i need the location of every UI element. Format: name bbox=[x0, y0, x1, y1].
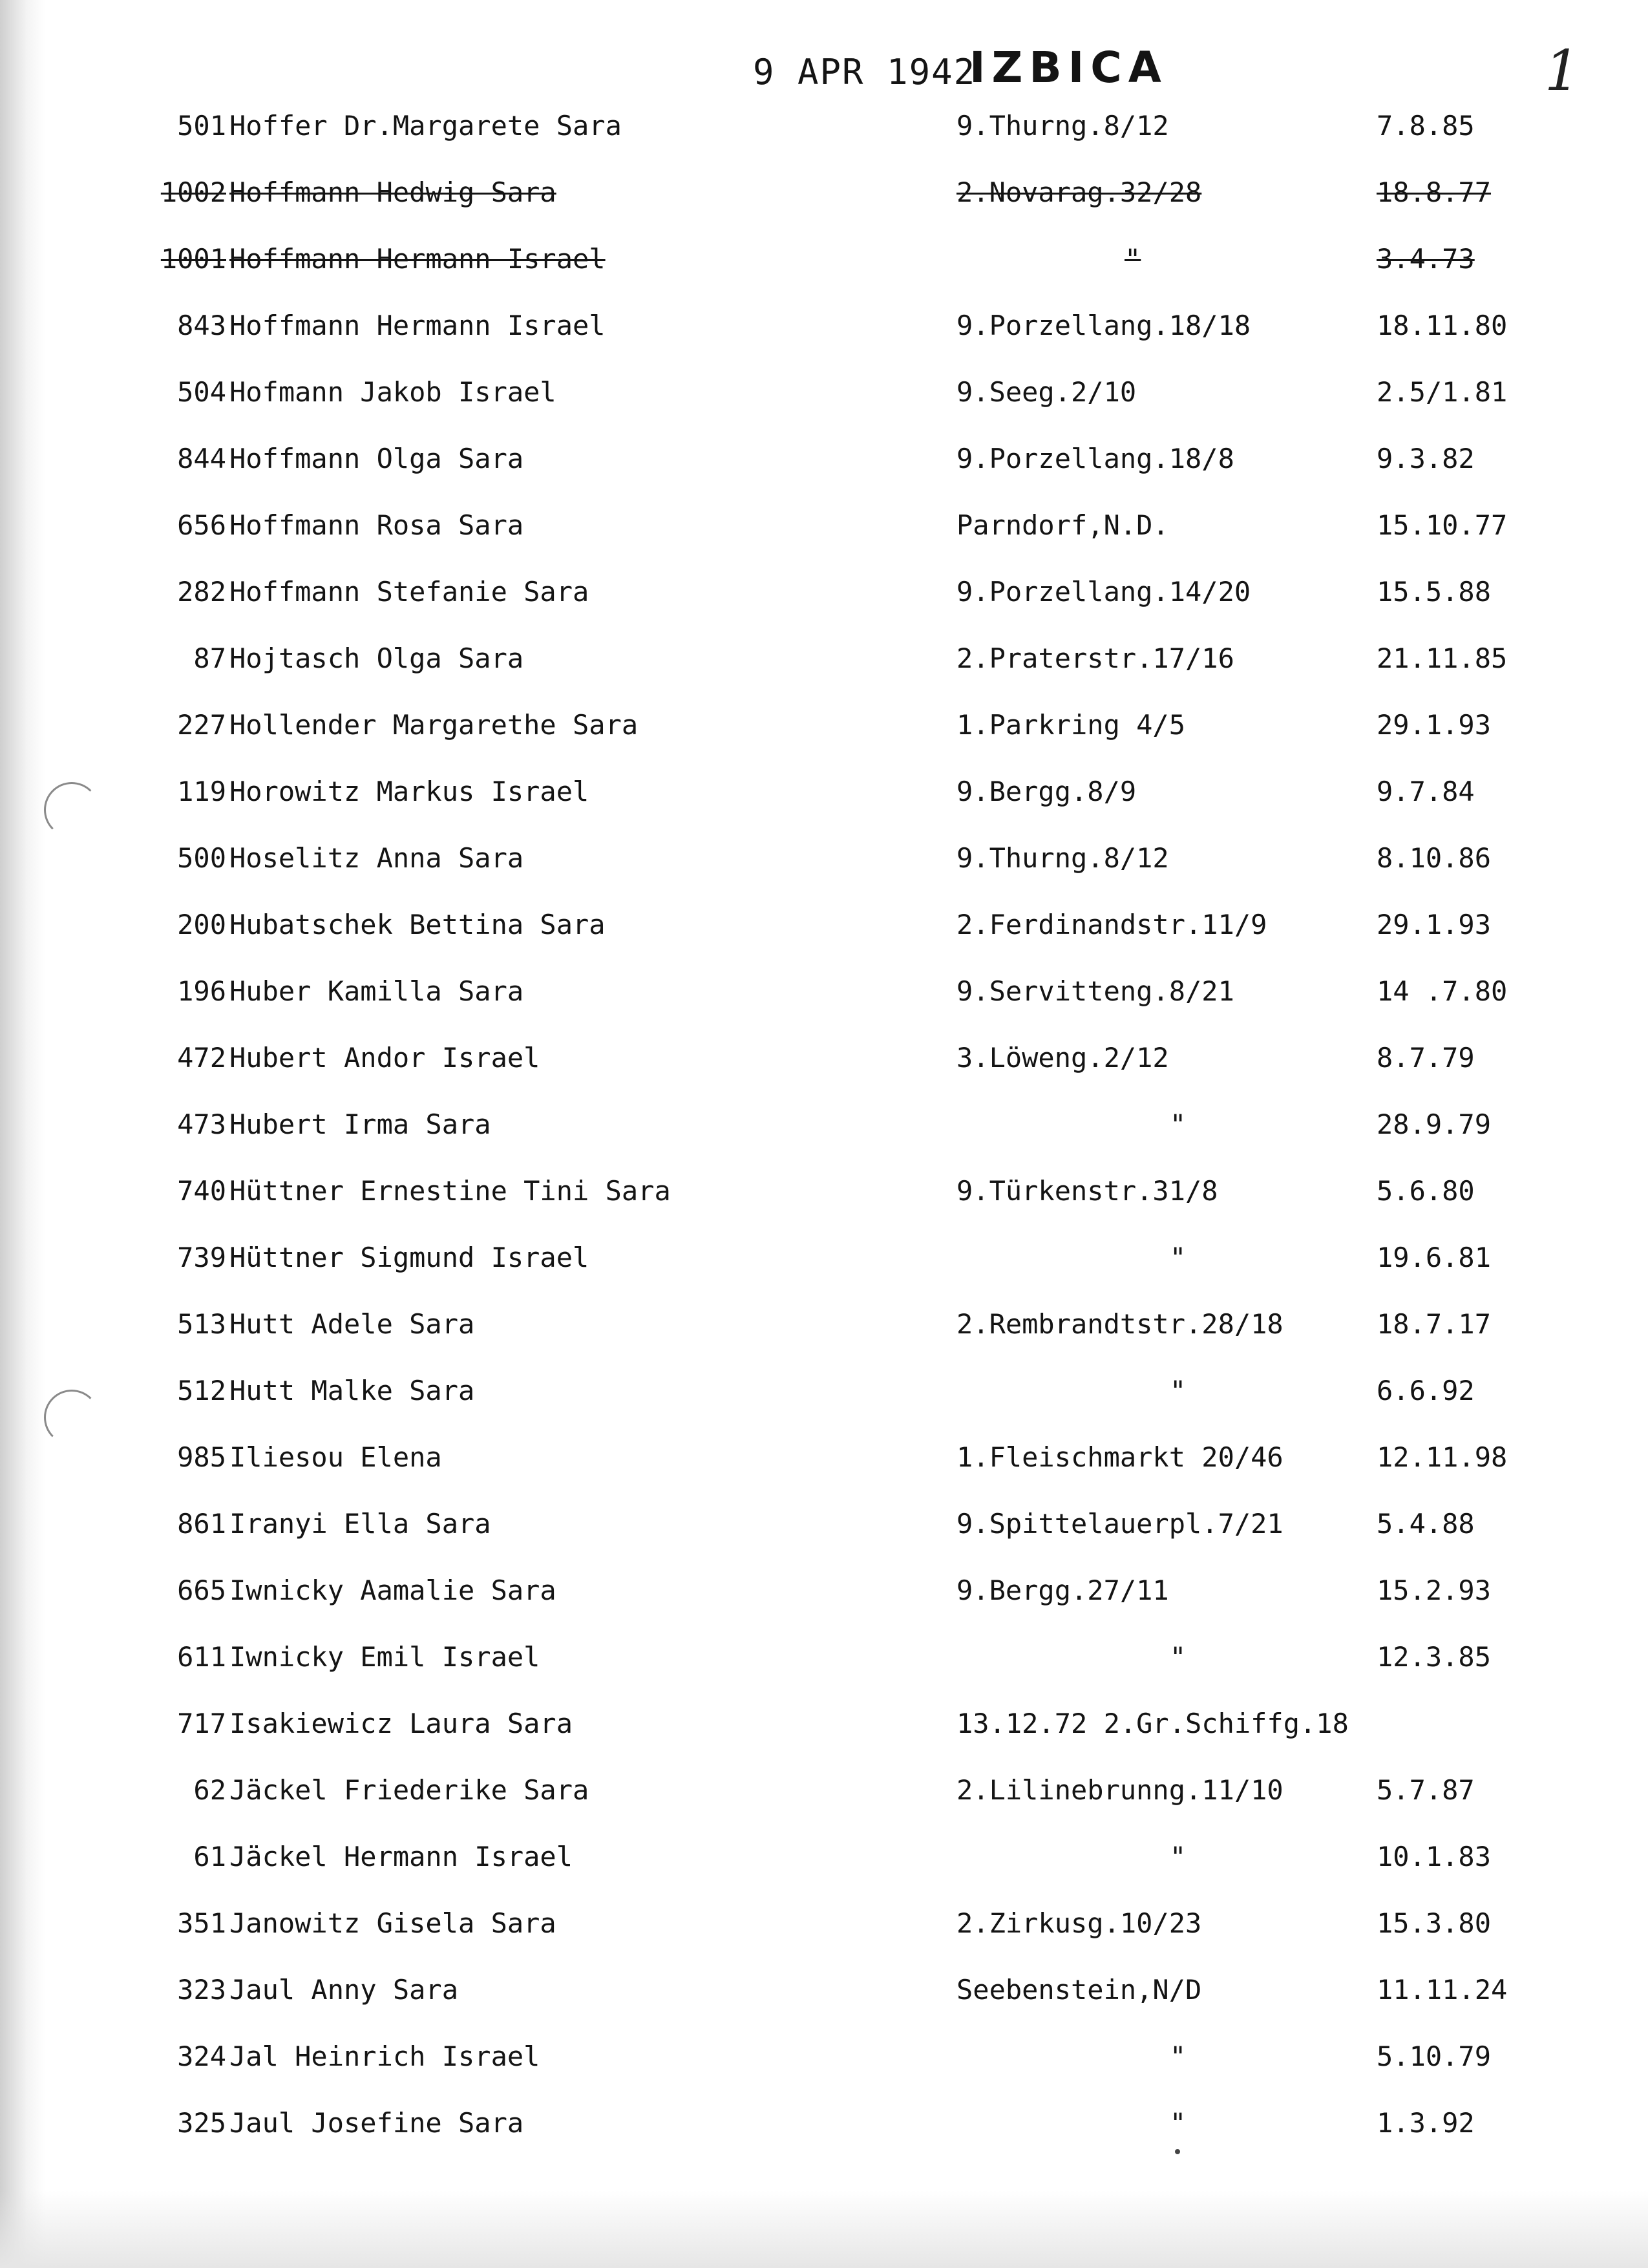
entry-number: 323 bbox=[177, 1974, 226, 2006]
entry-name: Hoselitz Anna Sara bbox=[229, 842, 524, 874]
entry-name: Iwnicky Aamalie Sara bbox=[229, 1574, 556, 1606]
entry-name: Hoffmann Hermann Israel bbox=[229, 310, 606, 341]
list-row bbox=[0, 1023, 1648, 1087]
entry-name: Jal Heinrich Israel bbox=[229, 2040, 540, 2072]
entry-number: 739 bbox=[177, 1242, 226, 1273]
entry-name: Isakiewicz Laura Sara bbox=[229, 1708, 573, 1739]
entry-name: Huber Kamilla Sara bbox=[229, 975, 524, 1007]
entry-name: Hubert Irma Sara bbox=[229, 1108, 491, 1140]
entry-address: 1.Fleischmarkt 20/46 bbox=[956, 1441, 1284, 1473]
entry-birthdate: 29.1.93 bbox=[1377, 709, 1492, 741]
entry-number: 351 bbox=[177, 1907, 226, 1939]
entry-address-ditto: " bbox=[1170, 1641, 1187, 1673]
ink-dot-mark bbox=[1175, 2149, 1180, 2154]
list-row bbox=[0, 756, 1648, 821]
entry-birthdate: 19.6.81 bbox=[1377, 1242, 1492, 1273]
entry-birthdate: 6.6.92 bbox=[1377, 1375, 1475, 1406]
list-row bbox=[0, 1156, 1648, 1220]
list-row bbox=[0, 556, 1648, 621]
entry-birthdate: 11.11.24 bbox=[1377, 1974, 1508, 2006]
entry-address-ditto: " bbox=[1170, 1242, 1187, 1273]
entry-number: 740 bbox=[177, 1175, 226, 1207]
entry-number: 861 bbox=[177, 1508, 226, 1540]
entry-number: 501 bbox=[177, 110, 226, 142]
entry-address: 9.Türkenstr.31/8 bbox=[956, 1175, 1218, 1207]
entry-address: 9.Bergg.27/11 bbox=[956, 1574, 1169, 1606]
entry-name: Hutt Malke Sara bbox=[229, 1375, 475, 1406]
list-row bbox=[0, 2088, 1648, 2152]
list-row bbox=[0, 1688, 1648, 1753]
entry-number: 1001 bbox=[160, 243, 226, 275]
entry-address: 9.Spittelauerpl.7/21 bbox=[956, 1508, 1284, 1540]
entry-address: 9.Servitteng.8/21 bbox=[956, 975, 1234, 1007]
entry-name: Hubert Andor Israel bbox=[229, 1042, 540, 1074]
entry-number: 843 bbox=[177, 310, 226, 341]
entry-birthdate: 15.5.88 bbox=[1377, 576, 1492, 608]
entry-birthdate: 14 .7.80 bbox=[1377, 975, 1508, 1007]
list-row bbox=[0, 1755, 1648, 1819]
list-row bbox=[0, 490, 1648, 555]
entry-name: Hubatschek Bettina Sara bbox=[229, 909, 606, 940]
entry-address-ditto: " bbox=[1170, 1108, 1187, 1140]
entry-address: 9.Bergg.8/9 bbox=[956, 776, 1137, 807]
entry-name: Iwnicky Emil Israel bbox=[229, 1641, 540, 1673]
list-row bbox=[0, 90, 1648, 155]
list-row bbox=[0, 1422, 1648, 1487]
entry-name: Iranyi Ella Sara bbox=[229, 1508, 491, 1540]
entry-name: Jäckel Friederike Sara bbox=[229, 1774, 589, 1806]
list-row bbox=[0, 423, 1648, 488]
list-row bbox=[0, 290, 1648, 355]
entry-number: 62 bbox=[193, 1774, 226, 1806]
entry-name: Jaul Anny Sara bbox=[229, 1974, 459, 2006]
entry-address: 2.Zirkusg.10/23 bbox=[956, 1907, 1202, 1939]
entry-number: 200 bbox=[177, 909, 226, 940]
list-row bbox=[0, 690, 1648, 754]
entry-address-ditto: " bbox=[1170, 1841, 1187, 1872]
date-stamp: 9 APR 1942 bbox=[753, 52, 977, 92]
entry-address: 13.12.72 2.Gr.Schiffg.18 bbox=[956, 1708, 1349, 1739]
entry-birthdate: 3.4.73 bbox=[1377, 243, 1475, 275]
entry-name: Hüttner Ernestine Tini Sara bbox=[229, 1175, 671, 1207]
entry-name: Jäckel Hermann Israel bbox=[229, 1841, 573, 1872]
scan-bottom-shadow bbox=[0, 2190, 1648, 2268]
entry-name: Hollender Margarethe Sara bbox=[229, 709, 639, 741]
entry-number: 282 bbox=[177, 576, 226, 608]
entry-birthdate: 8.10.86 bbox=[1377, 842, 1492, 874]
entry-address: Seebenstein,N/D bbox=[956, 1974, 1202, 2006]
list-row bbox=[0, 623, 1648, 688]
entry-birthdate: 18.8.77 bbox=[1377, 176, 1492, 208]
entry-address-ditto: " bbox=[1170, 2107, 1187, 2139]
entry-name: Janowitz Gisela Sara bbox=[229, 1907, 556, 1939]
entry-name: Hoffmann Hedwig Sara bbox=[229, 176, 556, 208]
entry-name: Horowitz Markus Israel bbox=[229, 776, 589, 807]
entry-birthdate: 10.1.83 bbox=[1377, 1841, 1492, 1872]
entry-address: 9.Porzellang.18/8 bbox=[956, 443, 1234, 474]
entry-birthdate: 29.1.93 bbox=[1377, 909, 1492, 940]
entry-address: Parndorf,N.D. bbox=[956, 509, 1169, 541]
entry-address-ditto: " bbox=[1170, 1375, 1187, 1406]
entry-name: Hoffer Dr.Margarete Sara bbox=[229, 110, 622, 142]
entry-birthdate: 5.7.87 bbox=[1377, 1774, 1475, 1806]
list-row bbox=[0, 1289, 1648, 1353]
entry-birthdate: 5.6.80 bbox=[1377, 1175, 1475, 1207]
list-row bbox=[0, 1622, 1648, 1686]
entry-number: 512 bbox=[177, 1375, 226, 1406]
entry-address: 3.Löweng.2/12 bbox=[956, 1042, 1169, 1074]
entry-name: Jaul Josefine Sara bbox=[229, 2107, 524, 2139]
list-row bbox=[0, 1955, 1648, 2019]
entry-address: 2.Praterstr.17/16 bbox=[956, 642, 1234, 674]
entry-birthdate: 12.3.85 bbox=[1377, 1641, 1492, 1673]
entry-birthdate: 5.4.88 bbox=[1377, 1508, 1475, 1540]
entry-number: 473 bbox=[177, 1108, 226, 1140]
list-row bbox=[0, 2021, 1648, 2086]
entry-number: 513 bbox=[177, 1308, 226, 1340]
entry-number: 504 bbox=[177, 376, 226, 408]
entry-birthdate: 5.10.79 bbox=[1377, 2040, 1492, 2072]
entry-address-ditto: " bbox=[1170, 2040, 1187, 2072]
entry-number: 227 bbox=[177, 709, 226, 741]
entry-number: 1002 bbox=[160, 176, 226, 208]
entry-name: Hüttner Sigmund Israel bbox=[229, 1242, 589, 1273]
transport-destination: IZBICA bbox=[969, 43, 1168, 92]
entry-name: Iliesou Elena bbox=[229, 1441, 442, 1473]
page-number: 1 bbox=[1545, 39, 1580, 103]
entry-address: 9.Seeg.2/10 bbox=[956, 376, 1137, 408]
entry-number: 87 bbox=[193, 642, 226, 674]
entry-address: 9.Thurng.8/12 bbox=[956, 110, 1169, 142]
entry-address: 2.Lilinebrunng.11/10 bbox=[956, 1774, 1284, 1806]
entry-number: 665 bbox=[177, 1574, 226, 1606]
entry-address: 2.Rembrandtstr.28/18 bbox=[956, 1308, 1284, 1340]
entry-number: 61 bbox=[193, 1841, 226, 1872]
entry-address: 2.Ferdinandstr.11/9 bbox=[956, 909, 1267, 940]
list-row bbox=[0, 1888, 1648, 1953]
entry-address: 9.Thurng.8/12 bbox=[956, 842, 1169, 874]
list-row bbox=[0, 1089, 1648, 1154]
entry-number: 324 bbox=[177, 2040, 226, 2072]
entry-birthdate: 9.7.84 bbox=[1377, 776, 1475, 807]
entry-birthdate: 21.11.85 bbox=[1377, 642, 1508, 674]
list-row bbox=[0, 823, 1648, 887]
entry-birthdate: 7.8.85 bbox=[1377, 110, 1475, 142]
entry-number: 196 bbox=[177, 975, 226, 1007]
entry-address: 2.Novarag.32/28 bbox=[956, 176, 1202, 208]
entry-birthdate: 1.3.92 bbox=[1377, 2107, 1475, 2139]
entry-birthdate: 9.3.82 bbox=[1377, 443, 1475, 474]
entry-name: Hoffmann Hermann Israel bbox=[229, 243, 606, 275]
list-row-struck bbox=[0, 224, 1648, 288]
entry-birthdate: 28.9.79 bbox=[1377, 1108, 1492, 1140]
entry-name: Hoffmann Olga Sara bbox=[229, 443, 524, 474]
entry-birthdate: 2.5/1.81 bbox=[1377, 376, 1508, 408]
list-row bbox=[0, 956, 1648, 1021]
entry-name: Hofmann Jakob Israel bbox=[229, 376, 556, 408]
entry-address: 9.Porzellang.18/18 bbox=[956, 310, 1251, 341]
entry-birthdate: 8.7.79 bbox=[1377, 1042, 1475, 1074]
entry-number: 985 bbox=[177, 1441, 226, 1473]
entry-address: 9.Porzellang.14/20 bbox=[956, 576, 1251, 608]
entry-birthdate: 18.7.17 bbox=[1377, 1308, 1492, 1340]
entry-birthdate: 12.11.98 bbox=[1377, 1441, 1508, 1473]
list-row-struck bbox=[0, 157, 1648, 222]
entry-birthdate: 15.2.93 bbox=[1377, 1574, 1492, 1606]
entry-number: 717 bbox=[177, 1708, 226, 1739]
entry-address: 1.Parkring 4/5 bbox=[956, 709, 1186, 741]
list-row bbox=[0, 1222, 1648, 1287]
entry-number: 325 bbox=[177, 2107, 226, 2139]
entry-number: 844 bbox=[177, 443, 226, 474]
entry-number: 472 bbox=[177, 1042, 226, 1074]
entry-name: Hoffmann Stefanie Sara bbox=[229, 576, 589, 608]
list-row bbox=[0, 1821, 1648, 1886]
entry-number: 611 bbox=[177, 1641, 226, 1673]
entry-address-ditto: " bbox=[1125, 243, 1141, 275]
list-row bbox=[0, 1355, 1648, 1420]
entry-name: Hutt Adele Sara bbox=[229, 1308, 475, 1340]
entry-number: 656 bbox=[177, 509, 226, 541]
entry-birthdate: 18.11.80 bbox=[1377, 310, 1508, 341]
entry-name: Hoffmann Rosa Sara bbox=[229, 509, 524, 541]
list-row bbox=[0, 1489, 1648, 1553]
entry-number: 119 bbox=[177, 776, 226, 807]
list-row bbox=[0, 357, 1648, 421]
entry-number: 500 bbox=[177, 842, 226, 874]
entry-name: Hojtasch Olga Sara bbox=[229, 642, 524, 674]
entry-birthdate: 15.10.77 bbox=[1377, 509, 1508, 541]
list-row bbox=[0, 889, 1648, 954]
list-row bbox=[0, 1555, 1648, 1620]
entry-birthdate: 15.3.80 bbox=[1377, 1907, 1492, 1939]
